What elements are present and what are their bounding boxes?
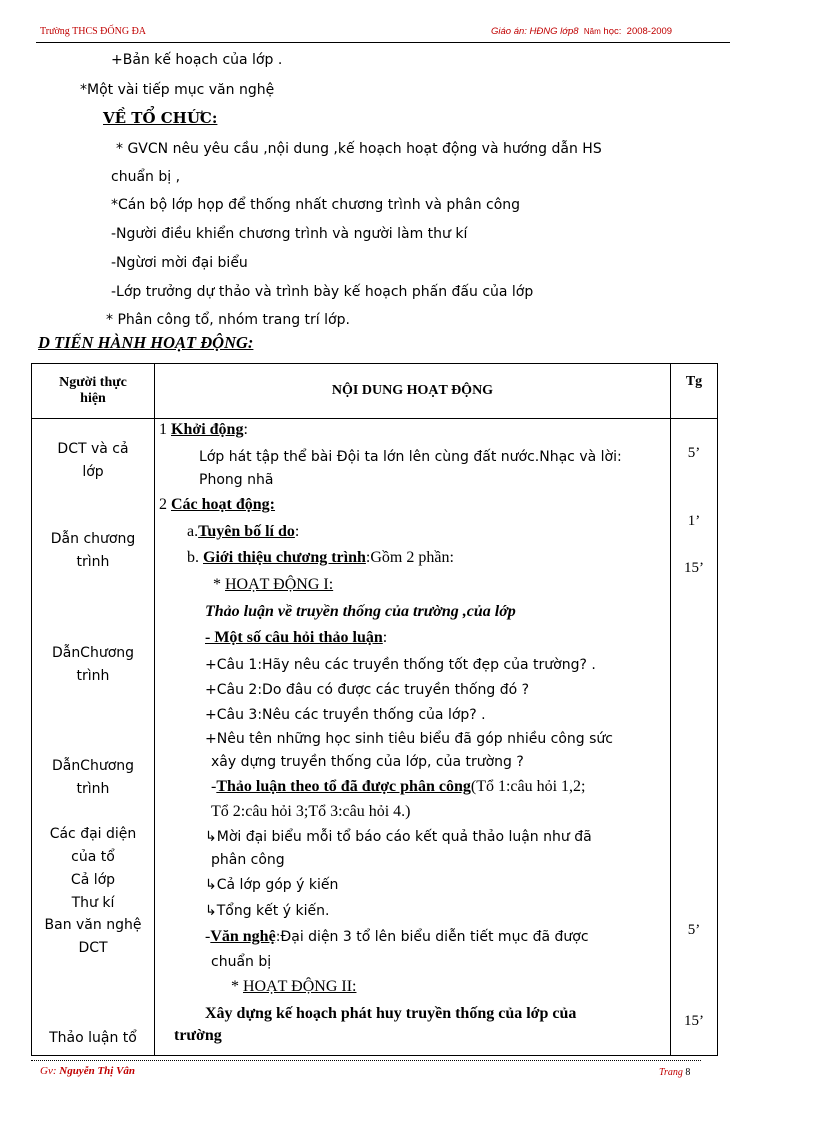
section-1 bbox=[159, 421, 248, 439]
report-line-2 bbox=[205, 877, 338, 893]
report-line-1-text: Mời đại biểu mỗi tổ báo cáo kết quả thảo luận như đã bbox=[216, 829, 592, 845]
section-1-title: Khởi động bbox=[171, 421, 244, 438]
intro-line-4: chuẩn bị , bbox=[111, 169, 181, 185]
s1-line-2: Phong nhã bbox=[199, 472, 274, 488]
intro-line-6: -Người điều khiển chương trình và người làm thư kí bbox=[111, 226, 468, 242]
report-line-3-text: Tổng kết ý kiến. bbox=[216, 903, 330, 919]
section-heading-organization: VỀ TỔ CHỨC: bbox=[103, 109, 218, 127]
report-line-1b: phân công bbox=[211, 852, 285, 868]
performer-8: Ban văn nghệ bbox=[44, 917, 142, 933]
header-plan bbox=[491, 26, 672, 37]
performer-4b: trình bbox=[76, 781, 110, 797]
arrow-icon: ↳ bbox=[205, 829, 217, 845]
performer-2b: trình bbox=[76, 554, 110, 570]
activity-2-heading bbox=[231, 978, 356, 996]
performer-1b: lớp bbox=[82, 464, 104, 480]
discussion-dash: - bbox=[211, 778, 217, 795]
item-b-prefix: b. bbox=[187, 549, 199, 566]
questions-heading-title: - Một số câu hỏi thảo luận bbox=[205, 629, 383, 646]
performer-cell bbox=[32, 419, 155, 1056]
performer-7: Thư kí bbox=[71, 895, 115, 911]
discussion-line-1 bbox=[211, 778, 586, 796]
section-2 bbox=[159, 496, 275, 514]
intro-line-9: * Phân công tổ, nhóm trang trí lớp. bbox=[106, 312, 350, 328]
discussion-line-2: Tổ 2:câu hỏi 3;Tổ 3:câu hỏi 4.) bbox=[211, 803, 411, 820]
intro-line-1: +Bản kế hoạch của lớp . bbox=[111, 52, 283, 68]
question-4-line-2: xây dựng truyền thống của lớp, của trường ? bbox=[211, 754, 524, 770]
footer-page-number: 8 bbox=[685, 1067, 691, 1078]
col-header-time: Tg bbox=[671, 364, 718, 419]
question-4-line-1: +Nêu tên những học sinh tiêu biểu đã góp nhiều công sức bbox=[205, 731, 614, 747]
section-2-number: 2 bbox=[159, 496, 167, 513]
report-line-3 bbox=[205, 903, 329, 919]
header-divider bbox=[36, 42, 730, 43]
footer-author-label: Gv: bbox=[40, 1065, 57, 1077]
footer-divider bbox=[31, 1060, 701, 1061]
col-header-performer-line1: Người thực bbox=[59, 375, 127, 390]
footer-author-name: Nguyễn Thị Vân bbox=[59, 1065, 136, 1077]
discussion-title: Thảo luận theo tổ đã được phân công bbox=[216, 778, 471, 795]
item-b-rest: :Gồm 2 phần: bbox=[365, 549, 454, 566]
section-1-colon: : bbox=[243, 421, 248, 438]
performer-3b: trình bbox=[76, 668, 110, 684]
art-dash: - bbox=[205, 928, 211, 945]
performer-5b: của tổ bbox=[71, 849, 115, 865]
art-title: Văn nghệ bbox=[210, 928, 276, 945]
report-line-2-text: Cả lớp góp ý kiến bbox=[216, 877, 339, 893]
content-cell bbox=[155, 419, 671, 1056]
time-4: 5’ bbox=[687, 922, 701, 938]
performer-5a: Các đại diện bbox=[49, 826, 137, 842]
time-cell bbox=[671, 419, 718, 1056]
art-line-2: chuẩn bị bbox=[211, 954, 272, 970]
arrow-icon: ↳ bbox=[205, 877, 217, 893]
footer-page bbox=[659, 1067, 690, 1078]
item-a-prefix: a. bbox=[187, 523, 199, 540]
question-2: +Câu 2:Do đâu có được các truyền thống đó ? bbox=[205, 682, 530, 698]
time-2: 1’ bbox=[687, 513, 701, 529]
time-5: 15’ bbox=[684, 1013, 704, 1029]
intro-line-3: * GVCN nêu yêu cầu ,nội dung ,kế hoạch hoạt động và hướng dẫn HS bbox=[116, 141, 602, 157]
item-a-title: Tuyên bố lí do bbox=[198, 523, 295, 540]
performer-2a: Dẫn chương bbox=[50, 531, 136, 547]
intro-line-5: *Cán bộ lớp họp để thống nhất chương trình và phân công bbox=[111, 197, 521, 213]
question-1: +Câu 1:Hãy nêu các truyền thống tốt đẹp của trường? . bbox=[205, 657, 596, 673]
section-2-title: Các hoạt động: bbox=[171, 496, 276, 513]
section-1-number: 1 bbox=[159, 421, 167, 438]
col-header-performer-line2: hiện bbox=[80, 391, 106, 406]
performer-1a: DCT và cả bbox=[57, 441, 129, 457]
time-3: 15’ bbox=[684, 560, 704, 576]
table-body-row bbox=[32, 419, 718, 1056]
questions-heading bbox=[205, 629, 387, 647]
col-header-content: NỘI DUNG HOẠT ĐỘNG bbox=[155, 364, 671, 419]
performer-6: Cả lớp bbox=[70, 872, 116, 888]
art-rest: :Đại diện 3 tổ lên biểu diễn tiết mục đã được bbox=[275, 929, 589, 945]
activity-1-topic: Thảo luận về truyền thống của trường ,của lớp bbox=[205, 603, 516, 620]
item-a-colon: : bbox=[294, 523, 300, 540]
activity-1-heading bbox=[213, 576, 333, 594]
activity-table bbox=[31, 363, 718, 1056]
footer-author bbox=[40, 1065, 135, 1077]
activity-1-star: * bbox=[213, 576, 221, 593]
performer-10: Thảo luận tổ bbox=[49, 1030, 137, 1046]
activity-2-topic-line-1: Xây dựng kế hoạch phát huy truyền thống của lớp của bbox=[205, 1005, 577, 1022]
col-header-performer bbox=[32, 364, 155, 419]
activity-2-star: * bbox=[231, 978, 239, 995]
header-plan-name: Giáo án: HĐNG lớp8 bbox=[491, 26, 579, 37]
intro-line-7: -Ngừơi mời đại biểu bbox=[111, 255, 248, 271]
activity-2-title: HOẠT ĐỘNG II: bbox=[243, 978, 357, 995]
question-3: +Câu 3:Nêu các truyền thống của lớp? . bbox=[205, 707, 486, 723]
performer-4a: DẫnChương bbox=[51, 758, 135, 774]
section-heading-activities: D TIẾN HÀNH HOẠT ĐỘNG: bbox=[38, 333, 254, 352]
header-year: 2008-2009 bbox=[626, 26, 673, 37]
intro-line-8: -Lớp trưởng dự thảo và trình bày kế hoạch phấn đấu của lớp bbox=[111, 284, 534, 300]
activity-2-topic-line-2: trường bbox=[174, 1027, 222, 1044]
item-b-title: Giới thiệu chương trình bbox=[203, 549, 366, 566]
performer-9: DCT bbox=[78, 940, 108, 956]
header-year-label2: học: bbox=[603, 26, 622, 37]
discussion-rest: (Tổ 1:câu hỏi 1,2; bbox=[470, 778, 586, 795]
questions-heading-colon: : bbox=[382, 629, 388, 646]
header-school: Trường THCS ĐỐNG ĐA bbox=[40, 26, 147, 37]
header-year-label: Năm bbox=[583, 27, 601, 36]
arrow-icon: ↳ bbox=[205, 903, 217, 919]
s1-line-1: Lớp hát tập thể bài Đội ta lớn lên cùng đất nước.Nhạc và lời: bbox=[199, 449, 622, 465]
report-line-1 bbox=[205, 829, 592, 845]
footer-page-label: Trang bbox=[659, 1067, 683, 1078]
intro-line-2: *Một vài tiếp mục văn nghệ bbox=[80, 82, 275, 98]
performer-3a: DẫnChương bbox=[51, 645, 135, 661]
item-a bbox=[187, 523, 299, 541]
activity-1-title: HOẠT ĐỘNG I: bbox=[225, 576, 334, 593]
item-b bbox=[187, 549, 454, 567]
art-line-1 bbox=[205, 928, 589, 946]
time-1: 5’ bbox=[687, 445, 701, 461]
table-header-row bbox=[32, 364, 718, 419]
